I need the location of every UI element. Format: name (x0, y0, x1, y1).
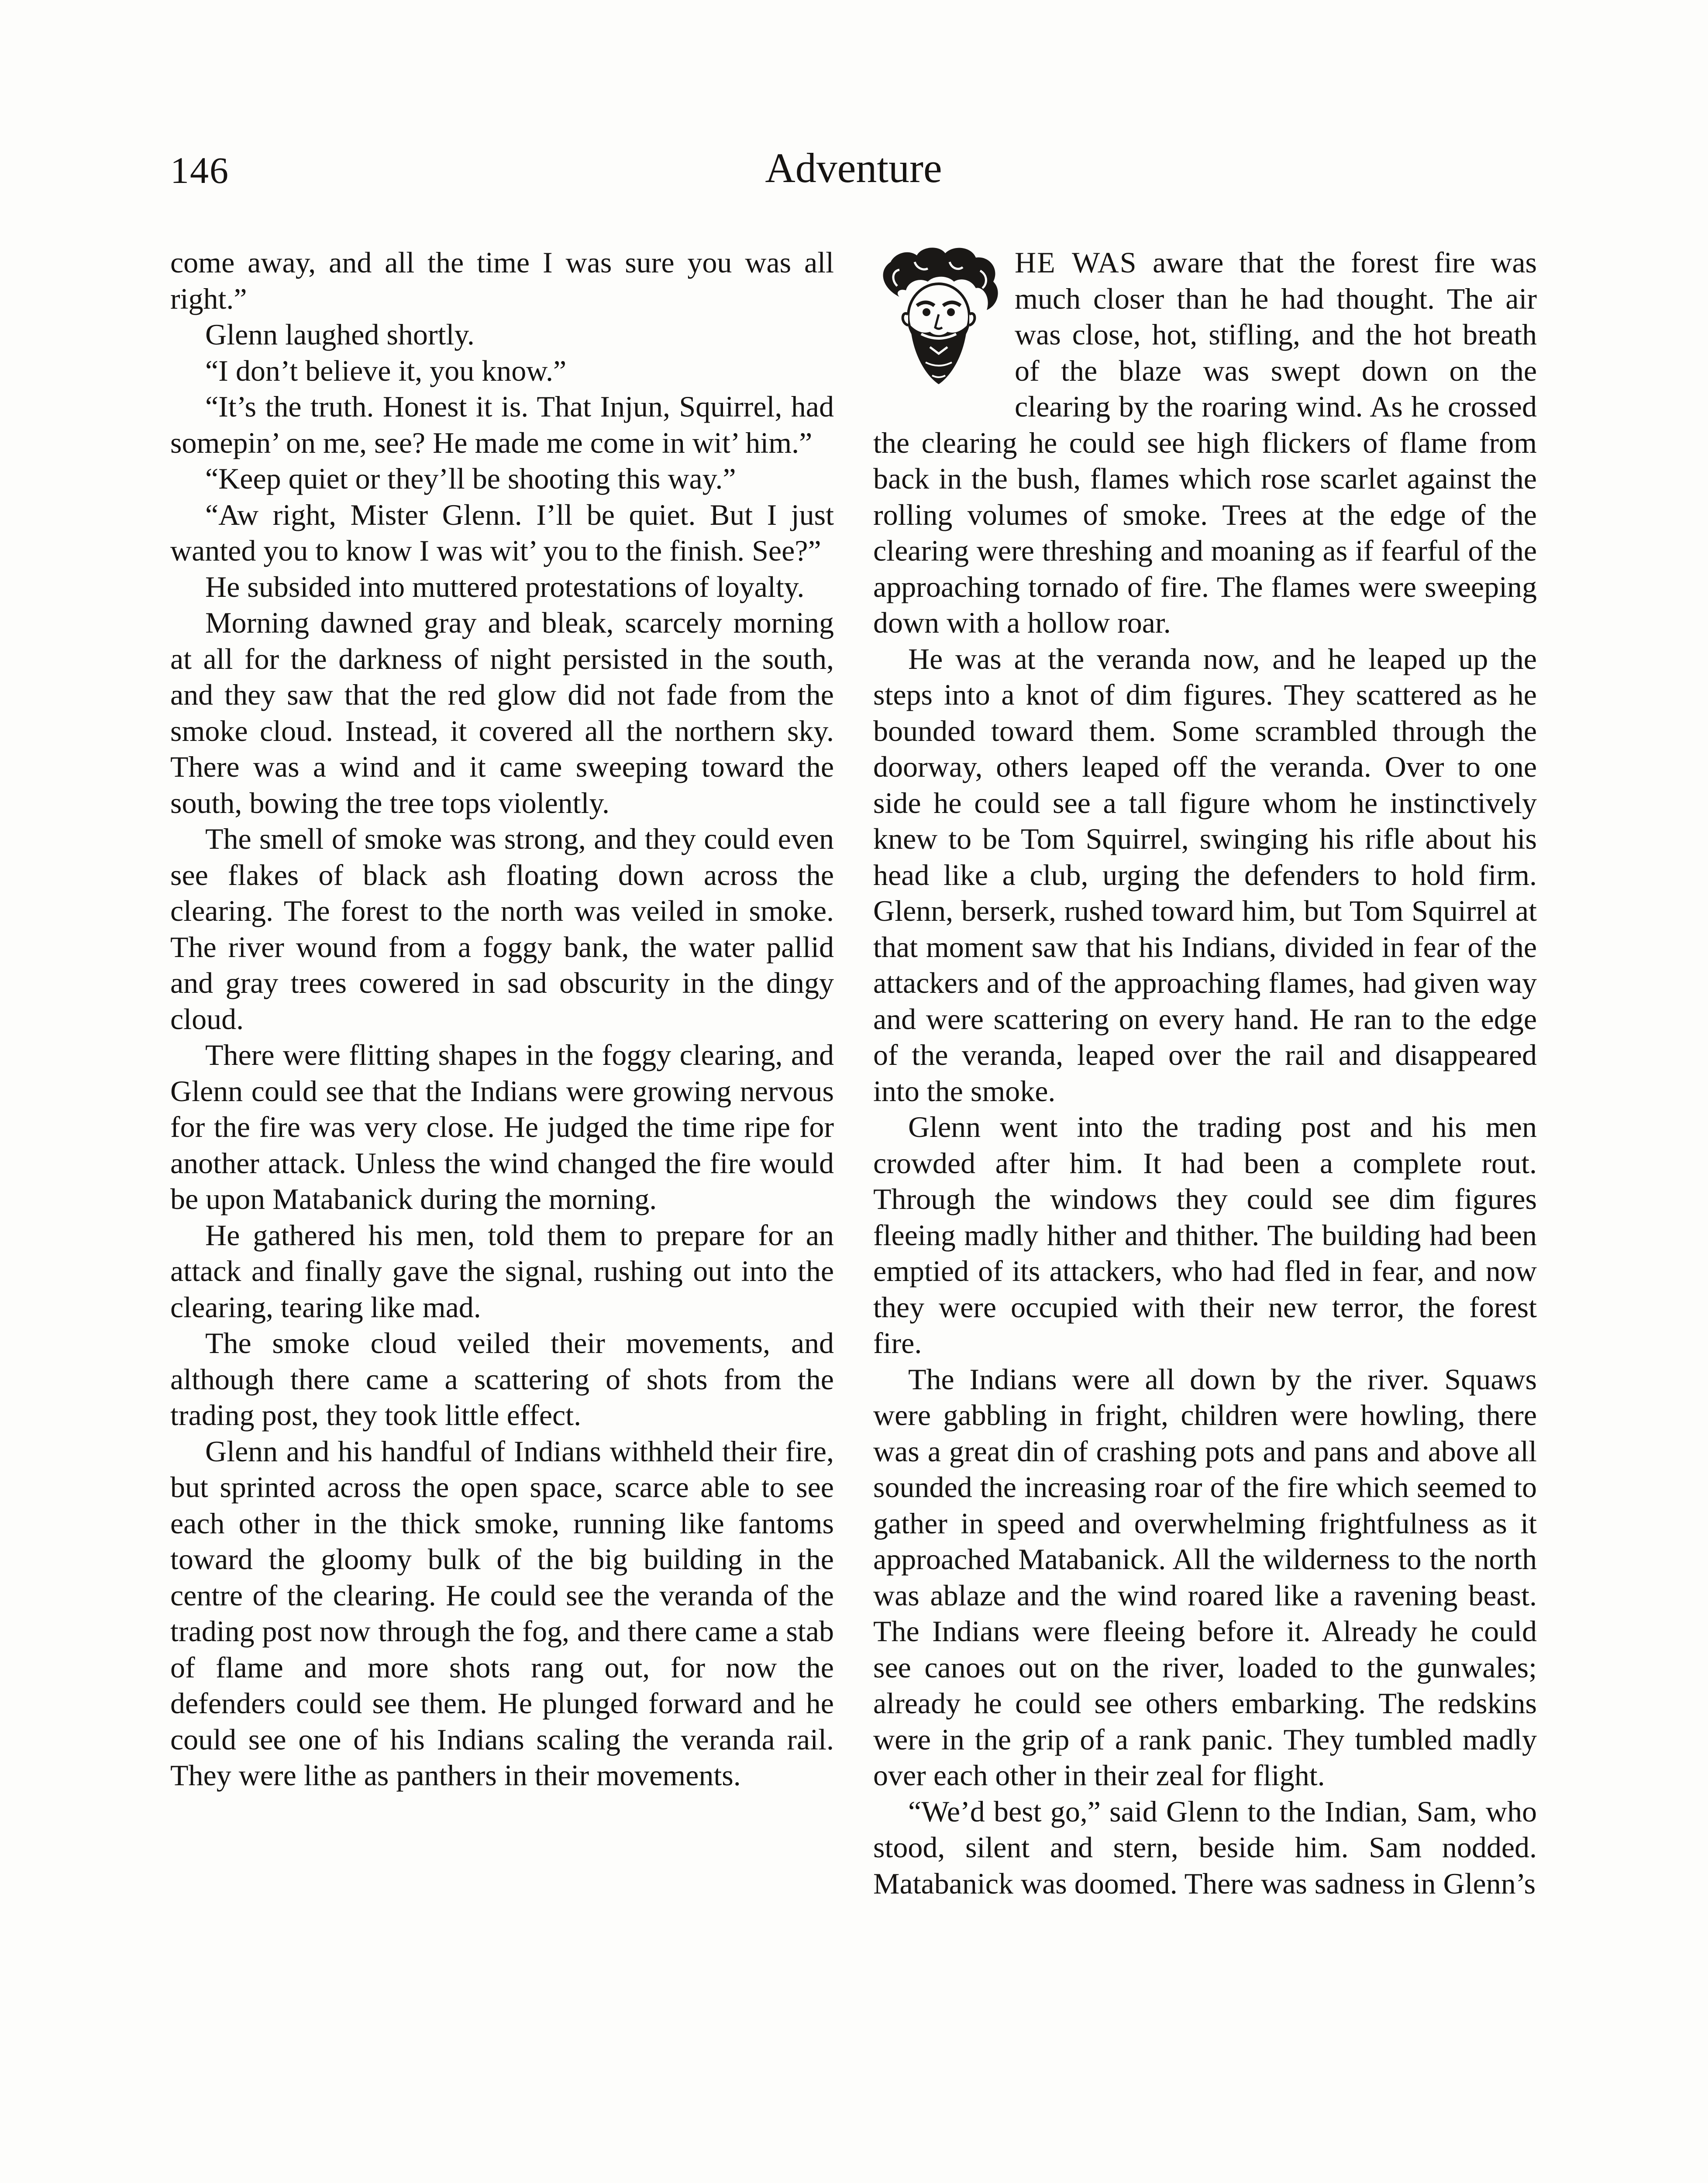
right-column (873, 244, 1537, 1901)
paragraph: The smoke cloud veiled their movements, and although there came a scattering of shots from the trading post, they took little effect. (170, 1326, 834, 1432)
paragraph: “It’s the truth. Honest it is. That Injun, Squirrel, had somepin’ on me, see? He made me come in wit’ him.” (170, 390, 834, 459)
paragraph: Glenn laughed shortly. (205, 318, 475, 351)
opening-caps: HE WAS (1015, 246, 1137, 279)
opening-text: aware that the forest fire was much closer than he had thought. The air was close, hot, stifling, and the hot breath of the blaze was swept down on the clearing by the roaring wind. As he crossed the clearing he could see high flickers of flame from back in the bush, flames which rose scarlet against the rolling volumes of smoke. Trees at the edge of the clearing were threshing and moaning as if fearful of the approaching tornado of fire. The flames were sweeping down with a hollow roar. (873, 246, 1537, 639)
paragraph: He was at the veranda now, and he leaped up the steps into a knot of dim figures. They scattered as he bounded toward them. Some scrambled through the doorway, others leaped off the veranda. Over to one side he could see a tall figure whom he instinctively knew to be Tom Squirrel, swinging his rifle about his head like a club, urging the defenders to hold firm. Glenn, berserk, rushed toward him, but Tom Squirrel at that moment saw that his Indians, divided in fear of the attackers and of the approaching flames, had given way and were scattering on every hand. He ran to the edge of the veranda, leaped over the rail and disappeared into the smoke. (873, 642, 1537, 1108)
paragraph: The smell of smoke was strong, and they could even see flakes of black ash floating down across the clearing. The forest to the north was veiled in smoke. The river wound from a foggy bank, the water pallid and gray trees cowered in sad obscurity in the dingy cloud. (170, 822, 834, 1036)
paragraph: The Indians were all down by the river. Squaws were gabbling in fright, children were howling, there was a great din of crashing pots and pans and above all sounded the increasing roar of the fire which seemed to gather in speed and overwhelming frightfulness as it approached Matabanick. All the wilderness to the north was ablaze and the wind roared like a ravening beast. The Indians were fleeing before it. Already he could see canoes out on the river, loaded to the gunwales; already he could see others embarking. The redskins were in the grip of a rank panic. They tumbled madly over each other in their zeal for flight. (873, 1362, 1537, 1792)
paragraph: Glenn and his handful of Indians withheld their fire, but sprinted across the open space, scarce able to see each other in the thick smoke, running like fantoms toward the gloomy bulk of the big building in the centre of the clearing. He could see the veranda of the trading post now through the fog, and there came a stab of flame and more shots rang out, for now the defenders could see them. He plunged forward and he could see one of his Indians scaling the veranda rail. They were lithe as panthers in their movements. (170, 1434, 834, 1792)
paragraph: Glenn went into the trading post and his men crowded after him. It had been a complete rout. Through the windows they could see dim figures fleeing madly hither and thither. The building had been emptied of its attackers, who had fled in fear, and now they were occupied with their new terror, the forest fire. (873, 1110, 1537, 1360)
paragraph: There were flitting shapes in the foggy clearing, and Glenn could see that the Indians were growing nervous for the fire was very close. He judged the time ripe for another attack. Unless the wind changed the fire would be upon Matabanick during the morning. (170, 1038, 834, 1215)
paragraph: “Keep quiet or they’ll be shooting this way.” (205, 462, 736, 495)
bearded-face-icon (873, 244, 1004, 393)
running-header (170, 140, 1537, 214)
paragraph: He gathered his men, told them to prepare for an attack and finally gave the signal, rushing out into the clearing, tearing like mad. (170, 1218, 834, 1324)
paragraph: come away, and all the time I was sure you was all right.” (170, 246, 834, 315)
paragraph: “We’d best go,” said Glenn to the Indian, Sam, who stood, silent and stern, beside him. Sam nodded. Matabanick was doomed. There was sadness in Glenn’s (873, 1794, 1537, 1900)
paragraph: He subsided into muttered protestations of loyalty. (205, 570, 805, 603)
left-column (170, 244, 834, 1794)
paragraph: Morning dawned gray and bleak, scarcely morning at all for the darkness of night persisted in the south, and they saw that the red glow did not fade from the smoke cloud. Instead, it covered all the northern sky. There was a wind and it came sweeping toward the south, bowing the tree tops violently. (170, 606, 834, 819)
page-number: 146 (170, 149, 229, 191)
paragraph: “I don’t believe it, you know.” (205, 354, 567, 387)
paragraph: “Aw right, Mister Glenn. I’ll be quiet. But I just wanted you to know I was wit’ you to the finish. See?” (170, 498, 834, 567)
running-title: Adventure (765, 145, 942, 191)
